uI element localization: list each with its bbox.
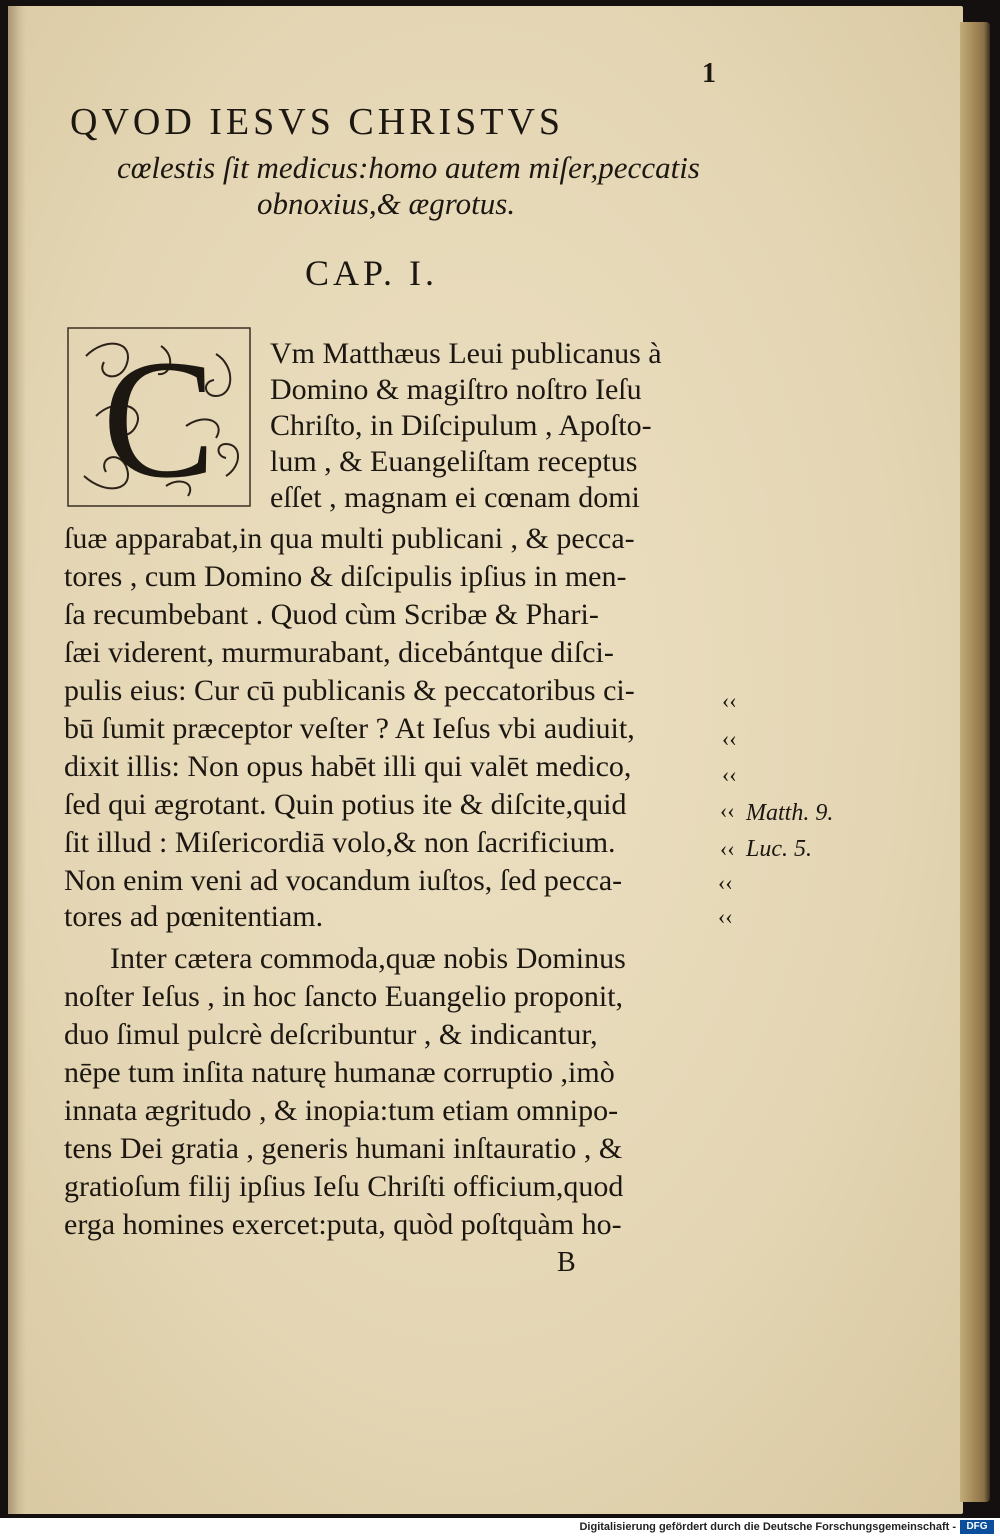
catchword: B — [557, 1247, 576, 1278]
margin-reference: Matth. 9. — [746, 800, 834, 826]
body-line: dixit illis: Non opus habēt illi qui valēt medico, — [64, 750, 632, 783]
body-line: tens Dei gratia , generis humani inſtauratio , & — [64, 1132, 623, 1165]
footer-bar — [0, 1518, 1000, 1537]
margin-quote-mark: ‹‹ — [720, 836, 735, 861]
body-line: bū ſumit præceptor veſter ? At Ieſus vbi audiuit, — [64, 712, 635, 745]
body-line: Inter cætera commoda,quæ nobis Dominus — [110, 942, 626, 975]
body-line: Vm Matthæus Leui publicanus à — [270, 337, 662, 370]
body-line: nēpe tum inſita naturę humanæ corruptio ,imò — [64, 1056, 615, 1089]
body-line: noſter Ieſus , in hoc ſancto Euangelio proponit, — [64, 980, 624, 1013]
page-gutter — [8, 6, 26, 1514]
body-line: gratioſum filij ipſius Ieſu Chriſti officium,quod — [64, 1170, 624, 1203]
body-line: tores ad pœnitentiam. — [64, 900, 324, 933]
body-line: ſæi viderent, murmurabant, dicebántque diſci- — [64, 636, 614, 669]
body-line: Domino & magiſtro noſtro Ieſu — [270, 373, 642, 406]
margin-quote-mark: ‹‹ — [722, 688, 737, 713]
margin-quote-mark: ‹‹ — [720, 798, 735, 823]
body-line: lum , & Euangeliſtam receptus — [270, 445, 638, 478]
body-line: eſſet , magnam ei cœnam domi — [270, 481, 640, 514]
chapter-heading: CAP. I. — [305, 253, 439, 293]
margin-quote-mark: ‹‹ — [718, 870, 733, 895]
body-line: pulis eius: Cur cū publicanis & peccatoribus ci- — [64, 674, 635, 707]
dfg-logo-icon: DFG — [960, 1520, 994, 1534]
heading-title: QVOD IESVS CHRISTVS — [70, 101, 565, 143]
body-line: tores , cum Domino & diſcipulis ipſius in men- — [64, 560, 627, 593]
body-line: Non enim veni ad vocandum iuſtos, ſed pecca- — [64, 864, 623, 897]
body-line: ſit illud : Miſericordiā volo,& non ſacrificium. — [64, 826, 616, 859]
folio-number: 1 — [702, 58, 716, 89]
initial-letter: C — [102, 326, 216, 508]
heading-subtitle-line-1: cœlestis ſit medicus:homo autem miſer,peccatis — [117, 150, 700, 185]
footer-credit: Digitalisierung gefördert durch die Deutsche Forschungsgemeinschaft - — [579, 1521, 956, 1533]
body-line: Chriſto, in Diſcipulum , Apoſto- — [270, 409, 652, 442]
heading-subtitle-line-2: obnoxius,& ægrotus. — [257, 186, 516, 221]
body-line: duo ſimul pulcrè deſcribuntur , & indicantur, — [64, 1018, 598, 1051]
body-line: ſed qui ægrotant. Quin potius ite & diſcite,quid — [64, 788, 627, 821]
margin-reference: Luc. 5. — [746, 836, 812, 862]
margin-quote-mark: ‹‹ — [722, 726, 737, 751]
margin-quote-mark: ‹‹ — [718, 904, 733, 929]
body-line: ſuæ apparabat,in qua multi publicani , & pecca- — [64, 522, 635, 555]
body-line: erga homines exercet:puta, quòd poſtquàm ho- — [64, 1208, 622, 1241]
ornament-initial-icon — [66, 326, 252, 508]
body-line: innata ægritudo , & inopia:tum etiam omnipo- — [64, 1094, 619, 1127]
book-edge — [960, 22, 990, 1502]
decorated-initial — [66, 326, 252, 508]
body-line: ſa recumbebant . Quod cùm Scribæ & Phari- — [64, 598, 599, 631]
margin-quote-mark: ‹‹ — [722, 762, 737, 787]
